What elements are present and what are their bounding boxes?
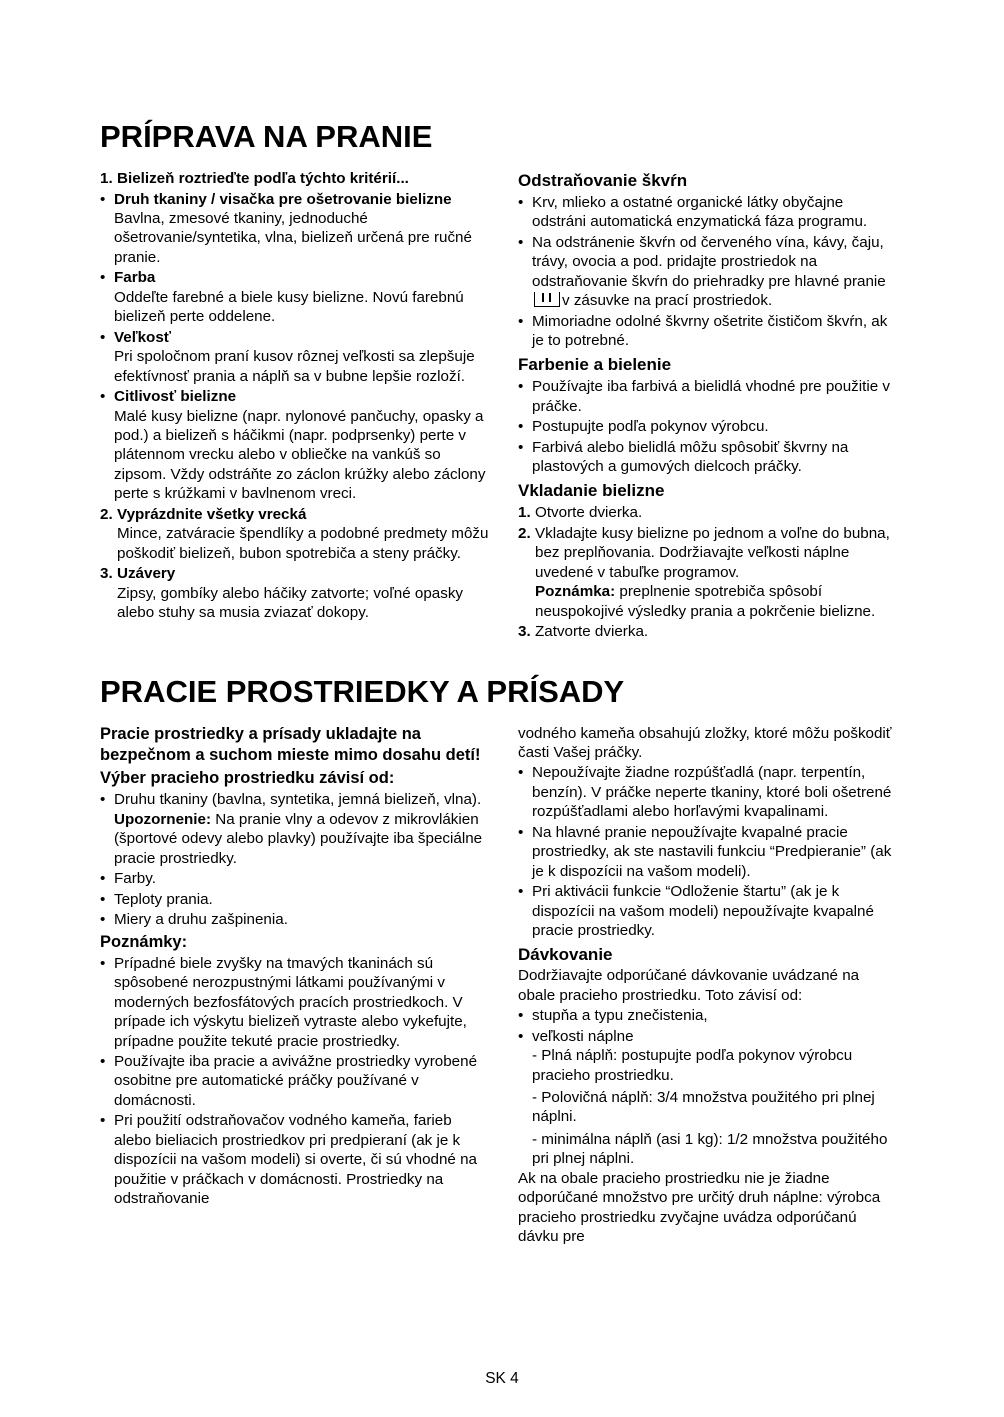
subsection-heading-dosing: Dávkovanie bbox=[518, 945, 613, 965]
note-body: preplnenie spotrebiča spôsobí neuspokojivé výsledky prania a pokrčenie bielizne. bbox=[535, 583, 876, 620]
detergents-right-column bbox=[518, 724, 900, 1247]
bullet-icon: • bbox=[518, 233, 524, 251]
lead-paragraph: Pracie prostriedky a prísady ukladajte na bezpečnom a suchom mieste mimo dosahu detí! bbox=[100, 724, 481, 764]
bullet-body: Miery a druhu zašpinenia. bbox=[114, 911, 288, 929]
bullet-body: Používajte iba pracie a avivážne prostriedky vyrobené osobitne pre automatické práčky používané v domácnosti. bbox=[114, 1053, 478, 1109]
preparation-right-column bbox=[518, 168, 900, 641]
list-item bbox=[100, 169, 490, 188]
bullet-icon: • bbox=[518, 823, 524, 841]
dosing-detail-min: - minimálna náplň (asi 1 kg): 1/2 množstva použitého pri plnej náplni. bbox=[532, 1130, 888, 1168]
bullet-icon: • bbox=[100, 1053, 106, 1071]
detergent-drawer-icon bbox=[534, 292, 560, 307]
bullet-body: veľkosti náplne bbox=[532, 1027, 634, 1045]
bullet-body: Oddeľte farebné a biele kusy bielizne. Novú farebnú bielizeň perte oddelene. bbox=[114, 288, 464, 326]
list-item bbox=[100, 1111, 490, 1208]
item-body: Zipsy, gombíky alebo háčiky zatvorte; voľné opasky alebo stuhy sa musia zviazať dokopy. bbox=[117, 584, 464, 622]
section-title-detergents: PRACIE PROSTRIEDKY A PRÍSADY bbox=[100, 674, 625, 710]
item-body: Zatvorte dvierka. bbox=[535, 622, 649, 640]
list-item bbox=[518, 193, 900, 232]
bullet-icon: • bbox=[100, 190, 106, 208]
warning-body: Na pranie vlny a odevov z mikrovlákien (športové odevy alebo plavky) používajte iba špeciálne pracie prostriedky. bbox=[114, 810, 483, 867]
bullet-body: Malé kusy bielizne (napr. nylonové pančuchy, opasky a pod.) a bielizeň s háčikmi (napr. podprsenky) perte v plátennom vrecku alebo v obliečke na vankúš so zipsom. Vždy odstráňte zo záclon krúžky alebo záclony perte s krúžkami v bavlnenom vreci. bbox=[114, 407, 486, 503]
bullet-body: Bavlna, zmesové tkaniny, jednoduché ošetrovanie/syntetika, vlna, bielizeň určená pre ručné pranie. bbox=[114, 210, 472, 266]
bullet-title: Veľkosť bbox=[114, 328, 172, 346]
list-item bbox=[518, 377, 900, 416]
list-item bbox=[518, 763, 900, 821]
item-number: 3. bbox=[518, 622, 531, 640]
list-item bbox=[518, 438, 900, 477]
bullet-body: Teploty prania. bbox=[114, 890, 213, 908]
list-item bbox=[518, 233, 900, 311]
bullet-title: Farba bbox=[114, 269, 156, 287]
continuation-paragraph: vodného kameňa obsahujú zložky, ktoré môžu poškodiť časti Vašej práčky. bbox=[518, 724, 892, 761]
bullet-icon: • bbox=[518, 418, 524, 436]
note-paragraph bbox=[518, 582, 900, 621]
item-title: Vyprázdnite všetky vrecká bbox=[117, 505, 307, 523]
subsection-heading-notes: Poznámky: bbox=[100, 932, 188, 951]
warning-label: Upozornenie: bbox=[114, 810, 212, 828]
page-footer: SK 4 bbox=[485, 1370, 519, 1387]
page-title: PRÍPRAVA NA PRANIE bbox=[100, 119, 433, 154]
bullet-icon: • bbox=[100, 890, 106, 908]
item-number: 1. bbox=[518, 504, 531, 522]
bullet-body: Prípadné biele zvyšky na tmavých tkaninách sú spôsobené nerozpustnými látkami používanými v moderných bezfosfátových pracích prostriedkoch. V prípade ich výskytu bielizeň vytraste alebo vykefujte, prípadne použite tekuté pracie prostriedky. bbox=[114, 954, 467, 1050]
dosing-detail-full: - Plná náplň: postupujte podľa pokynov výrobcu pracieho prostriedku. bbox=[532, 1047, 853, 1084]
list-item bbox=[518, 417, 900, 436]
list-item bbox=[100, 564, 490, 583]
bullet-icon: • bbox=[518, 883, 524, 901]
bullet-body: stupňa a typu znečistenia, bbox=[532, 1007, 708, 1025]
bullet-body: Mimoriadne odolné škvrny ošetrite čističom škvŕn, ak je to potrebné. bbox=[532, 312, 888, 350]
bullet-icon: • bbox=[518, 438, 524, 456]
bullet-title: Citlivosť bielizne bbox=[114, 388, 237, 406]
bullet-body: Na hlavné pranie nepoužívajte kvapalné pracie prostriedky, ak ste nastavili funkciu “Predpieranie” (ak je k dispozícii na vašom modeli). bbox=[532, 823, 892, 880]
item-body: Mince, zatváracie špendlíky a podobné predmety môžu poškodiť bielizeň, bubon spotrebiča a steny práčky. bbox=[117, 525, 489, 562]
bullet-icon: • bbox=[100, 388, 106, 406]
item-body: Otvorte dvierka. bbox=[535, 504, 643, 522]
item-title: Uzávery bbox=[117, 565, 176, 583]
list-item bbox=[100, 790, 490, 809]
bullet-body: Druhu tkaniny (bavlna, syntetika, jemná bielizeň, vlna). bbox=[114, 791, 482, 809]
bullet-icon: • bbox=[100, 911, 106, 929]
bullet-body: Postupujte podľa pokynov výrobcu. bbox=[532, 418, 769, 436]
subsection-heading-dyeing: Farbenie a bielenie bbox=[518, 355, 672, 375]
bullet-icon: • bbox=[518, 1007, 524, 1025]
bullet-body-part2: v zásuvke na prací prostriedok. bbox=[562, 292, 773, 310]
preparation-left-column bbox=[100, 168, 490, 641]
list-item bbox=[100, 910, 490, 929]
list-item bbox=[518, 882, 900, 940]
bullet-icon: • bbox=[518, 312, 524, 330]
bullet-icon: • bbox=[518, 764, 524, 782]
bullet-icon: • bbox=[518, 378, 524, 396]
bullet-icon: • bbox=[100, 328, 106, 346]
bullet-body: Nepoužívajte žiadne rozpúšťadlá (napr. terpentín, benzín). V práčke neperte tkaniny, ktoré boli ošetrené rozpúšťadlami alebo horľavými kvapalinami. bbox=[532, 764, 892, 821]
bullet-icon: • bbox=[100, 269, 106, 287]
bullet-body bbox=[532, 233, 900, 311]
item-number: 3. bbox=[100, 565, 113, 583]
bullet-icon: • bbox=[518, 1027, 524, 1045]
item-number: 2. bbox=[518, 524, 531, 542]
dosing-tail: Ak na obale pracieho prostriedku nie je žiadne odporúčané množstvo pre určitý druh náplne: výrobca pracieho prostriedku zvyčajne uvádza odporúčanú dávku pre bbox=[518, 1169, 881, 1246]
bullet-body: Farby. bbox=[114, 870, 156, 888]
subsection-heading-choice: Výber pracieho prostriedku závisí od: bbox=[100, 769, 395, 788]
list-item bbox=[518, 1006, 900, 1025]
bullet-icon: • bbox=[100, 954, 106, 972]
list-item bbox=[100, 890, 490, 909]
list-item bbox=[100, 328, 490, 347]
list-item bbox=[518, 622, 900, 641]
list-item bbox=[100, 190, 490, 209]
section-detergents-columns bbox=[100, 724, 900, 1247]
list-item bbox=[100, 268, 490, 287]
list-item bbox=[100, 1052, 490, 1110]
list-item bbox=[518, 503, 900, 522]
bullet-icon: • bbox=[100, 1112, 106, 1130]
item-body: Vkladajte kusy bielizne po jednom a voľne do bubna, bez preplňovania. Dodržiavajte veľkosti náplne uvedené v tabuľke programov. bbox=[535, 524, 890, 581]
section-preparation-columns bbox=[100, 168, 900, 641]
bullet-title: Druh tkaniny / visačka pre ošetrovanie bielizne bbox=[114, 190, 452, 208]
document-page bbox=[100, 120, 900, 1247]
list-item bbox=[518, 1027, 900, 1046]
bullet-body: Pri aktivácii funkcie “Odloženie štartu” (ak je k dispozícii na vašom modeli) nepoužívajte kvapalné pracie prostriedky. bbox=[532, 883, 874, 940]
subsection-heading-stains: Odstraňovanie škvŕn bbox=[518, 171, 688, 191]
list-item bbox=[100, 387, 490, 406]
list-item bbox=[518, 823, 900, 881]
item-number: 2. bbox=[100, 505, 113, 523]
list-item bbox=[100, 954, 490, 1051]
list-item bbox=[100, 869, 490, 888]
subsection-heading-loading: Vkladanie bielizne bbox=[518, 481, 665, 501]
bullet-icon: • bbox=[100, 870, 106, 888]
bullet-icon: • bbox=[518, 193, 524, 211]
list-item bbox=[100, 505, 490, 524]
dosing-detail-half: - Polovičná náplň: 3/4 množstva použitého pri plnej náplni. bbox=[532, 1088, 875, 1126]
bullet-body: Farbivá alebo bielidlá môžu spôsobiť škvrny na plastových a gumových dielcoch práčky. bbox=[532, 438, 849, 476]
bullet-body: Pri spoločnom praní kusov rôznej veľkosti sa zlepšuje efektívnosť prania a náplň sa v bubne lepšie rozloží. bbox=[114, 348, 475, 385]
dosing-lead: Dodržiavajte odporúčané dávkovanie uvádzané na obale pracieho prostriedku. Toto závisí od: bbox=[518, 967, 860, 1004]
bullet-body: Používajte iba farbivá a bielidlá vhodné pre použitie v práčke. bbox=[532, 378, 890, 415]
item-title: Bielizeň roztrieďte podľa týchto kritérií... bbox=[117, 170, 409, 188]
bullet-body-part1: Na odstránenie škvŕn od červeného vína, kávy, čaju, trávy, ovocia a pod. pridajte prostriedok na odstraňovanie škvŕn do priehradky pre hlavné pranie bbox=[532, 233, 886, 290]
detergents-left-column bbox=[100, 724, 490, 1247]
bullet-body: Pri použití odstraňovačov vodného kameňa, farieb alebo bieliacich prostriedkov pri predpieraní (ak je k dispozícii na vašom modeli) si overte, či sú vhodné na použitie v práčkach v domácnosti. Prostriedky na odstraňovanie bbox=[114, 1112, 477, 1208]
note-label: Poznámka: bbox=[535, 583, 616, 601]
list-item bbox=[518, 524, 900, 582]
warning-paragraph bbox=[100, 810, 490, 868]
bullet-icon: • bbox=[100, 791, 106, 809]
item-number: 1. bbox=[100, 170, 113, 188]
list-item bbox=[518, 312, 900, 351]
bullet-body: Krv, mlieko a ostatné organické látky obyčajne odstráni automatická enzymatická fáza programu. bbox=[532, 193, 868, 231]
